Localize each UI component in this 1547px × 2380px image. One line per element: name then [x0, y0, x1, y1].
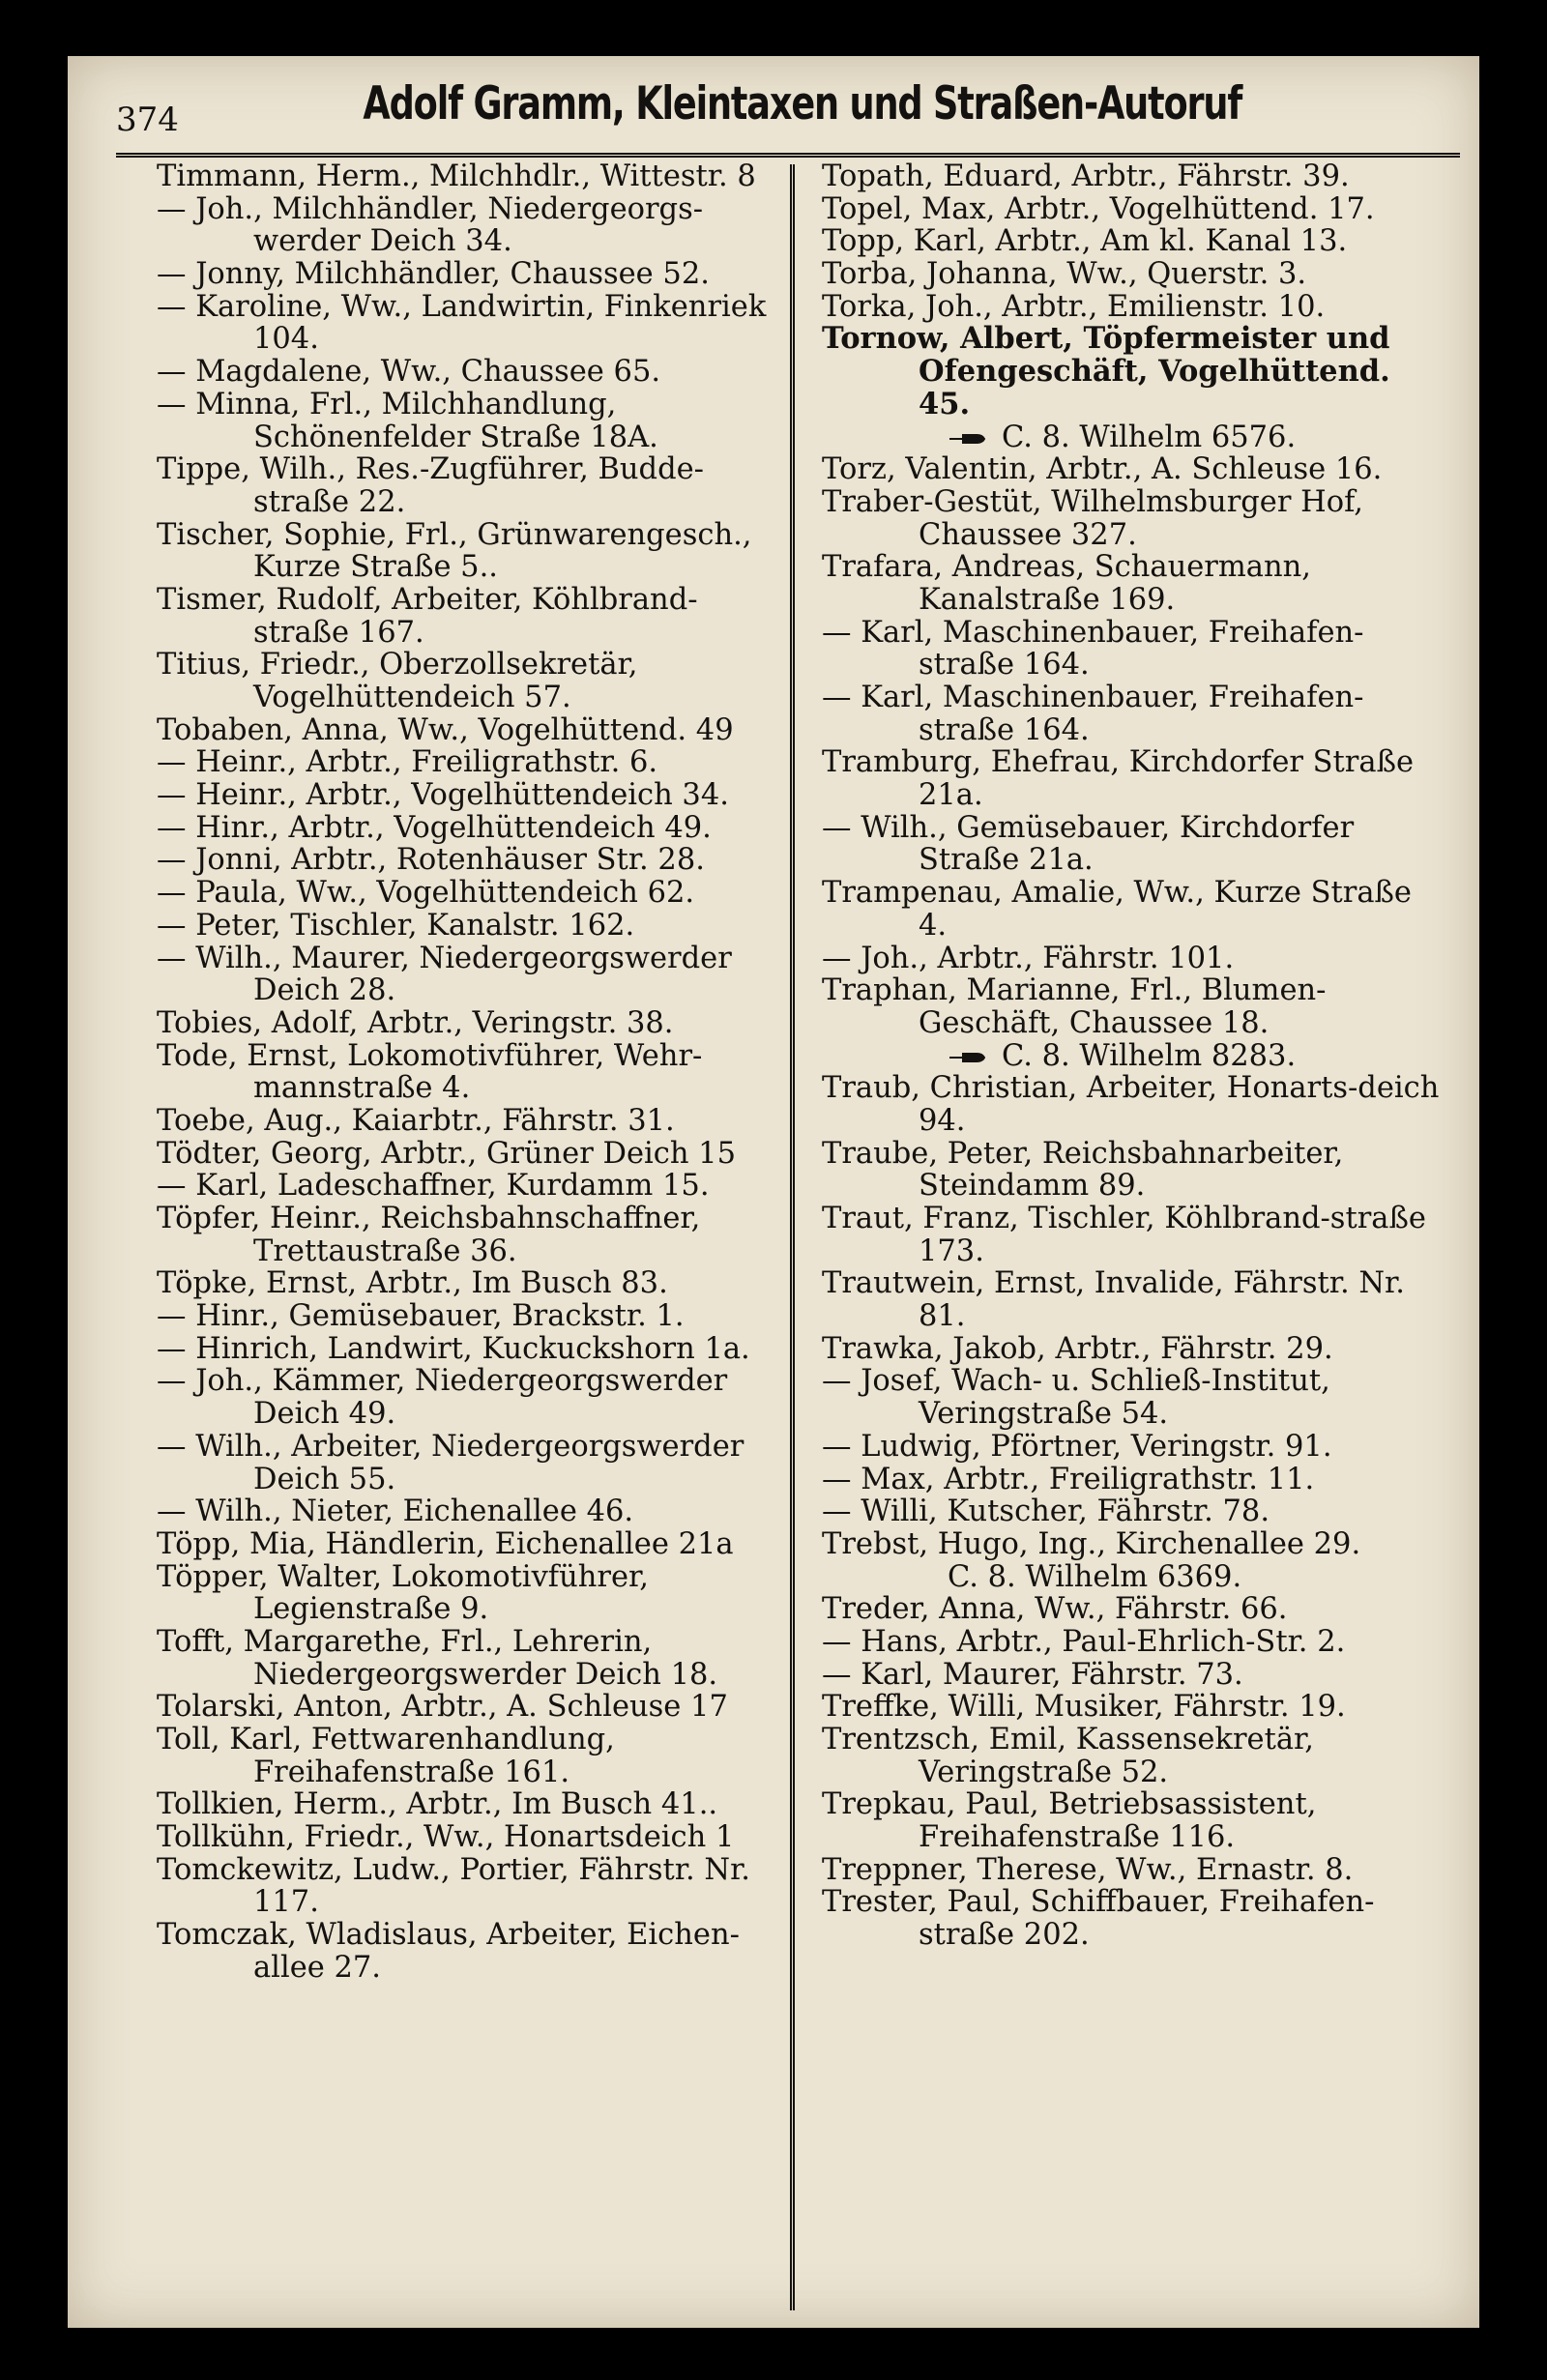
directory-entry: Tismer, Rudolf, Arbeiter, Köhlbrand-straße 167.: [157, 582, 698, 650]
directory-entry: Tollkien, Herm., Arbtr., Im Busch 41..: [157, 1787, 718, 1822]
directory-entry: Treffke, Willi, Musiker, Fährstr. 19.: [822, 1690, 1346, 1725]
phone-number: C. 8. Wilhelm 6576.: [1002, 420, 1297, 454]
directory-entry: Toll, Karl, Fettwarenhandlung, Freihafenstraße 161.: [157, 1723, 615, 1789]
phone-number: C. 8. Wilhelm 6369.: [948, 1559, 1242, 1594]
directory-entry: Traube, Peter, Reichsbahnarbeiter, Steindamm 89.: [822, 1136, 1344, 1204]
directory-entry: Trawka, Jakob, Arbtr., Fährstr. 29.: [822, 1331, 1333, 1366]
directory-entry-highlighted: Tornow, Albert, Töpfermeister und Ofengeschäft, Vogelhüttend. 45.: [822, 321, 1390, 421]
directory-entry: Tolarski, Anton, Arbtr., A. Schleuse 17: [157, 1690, 728, 1725]
left-column: [157, 160, 780, 1985]
directory-entry: Trafara, Andreas, Schauermann, Kanalstraße 169.: [822, 550, 1311, 617]
directory-entry: Torka, Joh., Arbtr., Emilienstr. 10.: [822, 289, 1326, 324]
directory-entry: — Wilh., Gemüsebauer, Kirchdorfer Straße 21a.: [822, 810, 1355, 878]
directory-page: [68, 56, 1479, 2328]
directory-entry: Topath, Eduard, Arbtr., Fährstr. 39.: [822, 160, 1350, 193]
directory-entry: — Hinr., Gemüsebauer, Brackstr. 1.: [157, 1299, 685, 1334]
directory-entry: Torba, Johanna, Ww., Querstr. 3.: [822, 257, 1307, 292]
directory-entry: — Karl, Maschinenbauer, Freihafen-straße 164.: [822, 681, 1364, 747]
directory-entry: Traub, Christian, Arbeiter, Honarts-deich 94.: [822, 1071, 1440, 1138]
directory-entry: — Joh., Kämmer, Niedergeorgswerder Deich 49.: [157, 1364, 728, 1432]
directory-entry: — Magdalene, Ww., Chaussee 65.: [157, 355, 661, 390]
directory-entry: — Peter, Tischler, Kanalstr. 162.: [157, 908, 635, 943]
directory-entry: Trebst, Hugo, Ing., Kirchenallee 29.: [822, 1526, 1361, 1561]
directory-entry: Töpp, Mia, Händlerin, Eichenallee 21a: [157, 1526, 734, 1561]
column-divider: [790, 164, 795, 2310]
page-number: 374: [116, 101, 179, 139]
directory-entry: — Karl, Maschinenbauer, Freihafen-straße 164.: [822, 615, 1364, 682]
directory-entry: — Wilh., Arbeiter, Niedergeorgswerder Deich 55.: [157, 1429, 744, 1496]
directory-entry: Tomckewitz, Ludw., Portier, Fährstr. Nr. 117.: [157, 1852, 750, 1920]
directory-entry: — Joh., Arbtr., Fährstr. 101.: [822, 941, 1235, 975]
header-rule: [116, 153, 1460, 158]
directory-entry: — Max, Arbtr., Freiligrathstr. 11.: [822, 1462, 1315, 1496]
directory-entry: — Paula, Ww., Vogelhüttendeich 62.: [157, 876, 695, 911]
directory-entry: — Hinrich, Landwirt, Kuckuckshorn 1a.: [157, 1331, 750, 1366]
directory-entry: Topp, Karl, Arbtr., Am kl. Kanal 13.: [822, 224, 1348, 259]
directory-entry: Töpper, Walter, Lokomotivführer, Legienstraße 9.: [157, 1559, 649, 1627]
running-title: Adolf Gramm, Kleintaxen und Straßen-Autoruf: [363, 77, 1242, 131]
directory-entry: — Joh., Milchhändler, Niedergeorgs-werder Deich 34.: [157, 191, 704, 259]
phone-line: [822, 1561, 1445, 1594]
directory-entry: Timmann, Herm., Milchhdlr., Wittestr. 8: [157, 160, 756, 193]
directory-entry: — Jonni, Arbtr., Rotenhäuser Str. 28.: [157, 843, 705, 878]
directory-entry: Töpfer, Heinr., Reichsbahnschaffner, Trettaustraße 36.: [157, 1202, 701, 1268]
directory-entry: Titius, Friedr., Oberzollsekretär, Vogelhüttendeich 57.: [157, 648, 638, 714]
directory-entry: Tödter, Georg, Arbtr., Grüner Deich 15: [157, 1136, 736, 1171]
directory-entry: Trampenau, Amalie, Ww., Kurze Straße 4.: [822, 876, 1412, 943]
directory-entry: Trepkau, Paul, Betriebsassistent, Freihafenstraße 116.: [822, 1787, 1317, 1855]
directory-entry: — Minna, Frl., Milchhandlung, Schönenfelder Straße 18A.: [157, 387, 658, 454]
telephone-hand-icon: [948, 432, 988, 446]
directory-entry: — Wilh., Nieter, Eichenallee 46.: [157, 1495, 634, 1529]
telephone-hand-icon: [948, 1051, 988, 1064]
directory-entry: — Willi, Kutscher, Fährstr. 78.: [822, 1495, 1270, 1529]
directory-entry: Töpke, Ernst, Arbtr., Im Busch 83.: [157, 1266, 668, 1301]
phone-number: C. 8. Wilhelm 8283.: [1002, 1038, 1297, 1073]
directory-entry: Tobaben, Anna, Ww., Vogelhüttend. 49: [157, 712, 734, 747]
directory-entry: — Karoline, Ww., Landwirtin, Finkenriek 104.: [157, 289, 767, 357]
directory-entry: Trentzsch, Emil, Kassensekretär, Veringstraße 52.: [822, 1723, 1314, 1789]
directory-entry: — Karl, Maurer, Fährstr. 73.: [822, 1657, 1243, 1692]
right-column: [822, 160, 1445, 1952]
directory-entry: Tobies, Adolf, Arbtr., Veringstr. 38.: [157, 1005, 674, 1040]
directory-entry: Tollkühn, Friedr., Ww., Honartsdeich 1: [157, 1820, 735, 1855]
directory-entry: Treppner, Therese, Ww., Ernastr. 8.: [822, 1852, 1354, 1887]
directory-entry: — Hinr., Arbtr., Vogelhüttendeich 49.: [157, 810, 712, 845]
directory-entry: Treder, Anna, Ww., Fährstr. 66.: [822, 1592, 1288, 1627]
directory-entry: Topel, Max, Arbtr., Vogelhüttend. 17.: [822, 191, 1375, 226]
page-header: [116, 77, 1460, 147]
directory-entry: — Hans, Arbtr., Paul-Ehrlich-Str. 2.: [822, 1624, 1346, 1659]
directory-entry: — Heinr., Arbtr., Vogelhüttendeich 34.: [157, 778, 729, 813]
directory-entry: Tramburg, Ehefrau, Kirchdorfer Straße 21a.: [822, 745, 1414, 813]
directory-entry: — Jonny, Milchhändler, Chaussee 52.: [157, 257, 710, 292]
directory-entry: — Karl, Ladeschaffner, Kurdamm 15.: [157, 1169, 710, 1204]
directory-entry: Traber-Gestüt, Wilhelmsburger Hof, Chaussee 327.: [822, 484, 1363, 552]
directory-entry: Torz, Valentin, Arbtr., A. Schleuse 16.: [822, 452, 1383, 487]
directory-entry: Tode, Ernst, Lokomotivführer, Wehr-mannstraße 4.: [157, 1038, 703, 1106]
directory-entry: — Josef, Wach- u. Schließ-Institut, Veringstraße 54.: [822, 1364, 1330, 1432]
directory-entry: Tomczak, Wladislaus, Arbeiter, Eichen-allee 27.: [157, 1918, 740, 1985]
directory-entry: Tischer, Sophie, Frl., Grünwarengesch., Kurze Straße 5..: [157, 517, 752, 585]
directory-entry: Traut, Franz, Tischler, Köhlbrand-straße 173.: [822, 1202, 1426, 1268]
phone-line: [822, 421, 1445, 454]
directory-entry: Tippe, Wilh., Res.-Zugführer, Budde-straße 22.: [157, 452, 704, 519]
phone-line: [822, 1040, 1445, 1073]
directory-entry: — Heinr., Arbtr., Freiligrathstr. 6.: [157, 745, 658, 780]
directory-entry: Trester, Paul, Schiffbauer, Freihafen-straße 202.: [822, 1885, 1375, 1953]
directory-entry: — Ludwig, Pförtner, Veringstr. 91.: [822, 1429, 1332, 1464]
directory-entry: Tofft, Margarethe, Frl., Lehrerin, Niedergeorgswerder Deich 18.: [157, 1624, 718, 1692]
directory-entry: Traphan, Marianne, Frl., Blumen-Geschäft, Chaussee 18.: [822, 973, 1327, 1040]
directory-entry: Toebe, Aug., Kaiarbtr., Fährstr. 31.: [157, 1103, 675, 1138]
directory-entry: Trautwein, Ernst, Invalide, Fährstr. Nr. 81.: [822, 1266, 1405, 1334]
directory-entry: — Wilh., Maurer, Niedergeorgswerder Deich 28.: [157, 941, 732, 1008]
